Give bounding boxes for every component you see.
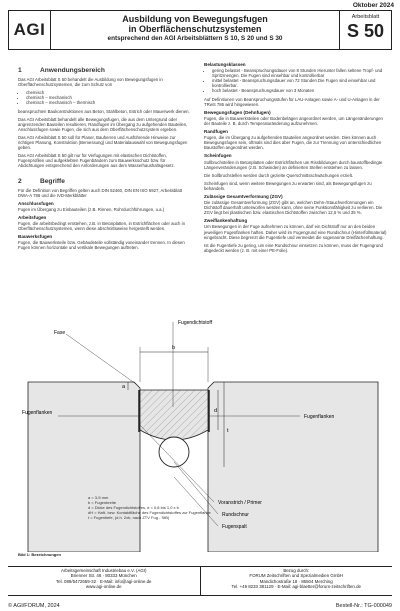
legend-item: d = Dicke des Fugendichtstoffes, d = 0,8 bis 1,0 x b — [88, 505, 179, 510]
term-definition: Um Bewegungen in der Fuge aufnehmen zu können, darf ein Dichtstoff nur an den beiden jeweiligen Fugenflanken haften. Daher wird im Fugengrund eine Rundschnur (Hinterfüllmaterial) eingebracht. Diese begrenzt die Fugentiefe und vermeidet die sogenannte Dreiflächenhaftung. — [204, 224, 387, 240]
term-heading: Bewegungsfugen (Dehnfugen) — [204, 109, 271, 115]
label-flank-right: Fugenflanken — [304, 414, 335, 420]
footer-line: Arbeitsgemeinschaft Industriebau e.V. (AGI) — [61, 568, 147, 573]
footer-line: Brienner Str. 46 · 80333 München — [70, 573, 137, 579]
dim-label-b: b — [172, 345, 176, 351]
paragraph: Das AGI Arbeitsblatt S 50 soll für Planer, Bauherren und Ausführende Hinweise zur richtigen Planung, Konstruktion (Bemessung) und Materialauswahl von Bewegungsfugen geben. — [18, 134, 188, 151]
figure-legend — [88, 495, 211, 520]
order-number: Bestell-Nr.: TG-000049 — [335, 603, 392, 609]
list-item: • mittel belastet - Beanspruchungsdauer von 72 Stunden Die Fugen sind einsehbar und kontrollierbar. — [212, 78, 388, 88]
title-block — [51, 11, 339, 49]
sheet-number: S 50 — [346, 21, 385, 41]
section-number: 2 — [18, 177, 22, 185]
term-heading: Zweiflankenhaftung — [204, 218, 248, 224]
document-header — [8, 10, 392, 50]
term-definition: Die Sollbruchstellen werden durch gezielte Querschnittsschwächungen erzielt. — [204, 172, 354, 178]
legend-item: b = Fugenbreite — [88, 500, 117, 505]
term-heading: Bauwerksfugen — [18, 234, 53, 240]
section-title: Begriffe — [40, 177, 65, 185]
footer-line: Tel. 089/5472659-32 · E-Mail: info@agi-online.de — [56, 578, 152, 584]
footer-line: Tel. +49 8233 381129 · E-Mail: agi-blaetter@forum-zeitschriften.de — [231, 583, 361, 589]
paragraph: Das AGI Arbeitsblatt behandelt alle Bewegungsfugen, die aus dem Untergrund oder angrenzenden Bauteilen resultieren, Randfugen im Übergang zu aufgehenden Bauteilen, Anschlussfugen sowie Fugen, die sich aus dem Oberflächenschutzsystem ergeben. — [18, 116, 188, 132]
title-line-2: in Oberflächenschutzsystemen — [128, 24, 262, 34]
list-item: • chemisch — [26, 90, 192, 95]
term-definition: Fugen, die Bauwerksteile bzw. Gebäudeteile vollständig voneinander trennen. In diesen Fugen können horizontale und vertikale Bewegungen auftreten. — [18, 240, 185, 251]
distributor-block — [201, 567, 393, 595]
term-definition: Die zulässige Gesamtverformung (ZGV) gibt an, welchen Dehn-/Stauchverformungen ein Dichtstoff dauerhaft unterworfen werden kann, ohne seine Funktionsfähigkeit zu verlieren. Die ZGV liegt bei plastischen bzw. elastischen Dichtstoffen zwischen 12,5 % und 35 %. — [204, 200, 383, 216]
label-rod: Rundschnur — [222, 512, 249, 518]
dim-label-t: t — [227, 428, 229, 434]
list-item: • gering belastet - Beanspruchungsdauer von 8 Stunden Hierunter fallen seltene Tropf- und Spritzmengen. Die Fugen sind einsehbar und kontrollierbar — [212, 68, 388, 78]
footer-line: Mandichostraße 18 · 86504 Merching — [259, 578, 333, 584]
bullet-list — [18, 90, 192, 105]
paragraph: Das AGI Arbeitsblatt S 50 gilt nur für Verfugungen mit elastischen Dichtstoffen, Fugenprofilen und aufgeklebten Fugenbändern zum Bauwerksschutz bzw. für Abdichtungen entsprechend den Anforderungen aus dem Wasserhaushaltsgesetz. — [18, 153, 175, 169]
legend-item: dH = Haft- bzw. Kontaktfläche des Fugendichtstoffes zur Fugenflanke — [88, 510, 211, 515]
leader-fase — [66, 334, 136, 384]
footer — [8, 566, 392, 596]
agi-logo: AGI — [9, 11, 51, 49]
term-heading: Anschlussfugen — [18, 200, 54, 206]
subtitle: entsprechend den AGI Arbeitsblättern S 10, S 20 und S 30 — [107, 35, 283, 42]
dim-label-a: a — [122, 384, 126, 390]
term-definition: Sollbruchstellen in Betonplatten oder Estrichflächen um Rissbildungen durch baustoffbedingte Längenveränderungen (z.B. Schwinden) an definierten Stellen entstehen zu lassen. — [204, 159, 383, 170]
term-heading: Zulässige Gesamtverformung (ZGV) — [204, 193, 283, 199]
term-heading: Arbeitsfugen — [18, 214, 47, 220]
backer-rod — [159, 437, 189, 467]
sealant — [140, 390, 208, 440]
footer-line: www.agi-online.de — [85, 583, 122, 589]
list-item: • hoch belastet - Beanspruchungsdauer von 3 Monaten — [212, 88, 388, 93]
label-fase: Fase — [54, 330, 66, 336]
sheet-label: Arbeitsblatt — [351, 14, 380, 20]
list-item: • chemisch – mechanisch — [26, 95, 192, 100]
label-primer: Voranstrich / Primer — [218, 500, 262, 506]
term-heading: Belastungsklassen — [204, 62, 246, 67]
copyright: © AGI/FORUM, 2024 — [8, 603, 60, 609]
label-sealant: Fugendichtstoff — [178, 320, 213, 326]
title-line-1: Ausbildung von Bewegungsfugen — [122, 14, 268, 24]
footer-line: FORUM Zeitschriften und Spezialmedien GmbH — [249, 573, 344, 579]
list-item: • chemisch – mechanisch – thermisch — [26, 100, 192, 105]
paragraph: Für die Definition von Begriffen gelten auch DIN 52460, DIN EN ISO 6927, Arbeitsblatt DWA-A 786 und die IVD-Merkblätter — [18, 187, 183, 198]
section-title: Anwendungsbereich — [40, 67, 105, 74]
label-gap: Fugenspalt — [222, 524, 247, 530]
term-definition: Ist die Fugentiefe zu gering, um eine Rundschnur einsetzen zu können, muss der Fugengrund abgedeckt werden (z. B. mit einer PE-Folie). — [204, 242, 383, 253]
section-1-heading — [18, 68, 192, 73]
sheet-number-box — [339, 11, 391, 49]
term-definition: Scheinfugen sind, wenn weitere Bewegungen zu erwarten sind, als Bewegungsfugen zu behandeln. — [204, 180, 372, 191]
footer-line: Bezug durch: — [283, 568, 310, 573]
figure-caption: Bild 1: Bezeichnungen — [18, 552, 61, 557]
term-heading: Scheinfugen — [204, 153, 232, 159]
legend-item: t = Fugentiefe, (d.h. 2xb, nach ZTV Fug - StB) — [88, 515, 170, 520]
section-2-heading — [18, 179, 192, 184]
paragraph: Auf Definitionen von Beanspruchungsstufen für LAU-Anlagen sowie A- und U-Anlagen in der TRwS 786 wird hingewiesen. — [204, 96, 380, 107]
left-column — [18, 62, 192, 254]
paragraph: Das AGI Arbeitsblatt S 50 behandelt die Ausbildung von Bewegungsfugen in Oberflächenschutzsystemen, die zum Schutz von — [18, 77, 163, 88]
publisher-block — [8, 567, 201, 595]
bullet-list — [204, 68, 388, 93]
term-definition: Fugen, die arbeitsbedingt entstehen, z.B. in Betonplatten, in Estrichflächen oder auch in Oberflächenschutzsystemen, wenn diese abschnittsweise hergestellt werden. — [18, 221, 185, 232]
legend-item: a = 3-5 mm — [88, 495, 109, 500]
label-flank-left: Fugenflanken — [22, 410, 53, 416]
term-definition: Fugen, die in Bauwerksteilen oder Bodenbelägen angeordnet werden, um Längenänderungen der Bauteile z. B. durch Temperaturänderung aufzunehmen. — [204, 115, 383, 126]
section-number: 1 — [18, 67, 22, 74]
right-column — [204, 62, 388, 256]
left-slab — [28, 382, 140, 552]
publication-date: Oktober 2024 — [352, 2, 394, 9]
paragraph: beanspruchten Baukonstruktionen aus Beton, Stahlbeton, Estrich oder Mauerwerk dienen. — [18, 108, 190, 114]
dim-label-d: d — [214, 408, 218, 414]
term-definition: Fugen im Übergang zu Einbauteilen (z.B. Rinnen, Rohrdurchführungen, u.a.) — [18, 206, 165, 212]
term-heading: Randfugen — [204, 129, 228, 135]
term-definition: Fugen, die im Übergang zu aufgehenden Bauteilen angeordnet werden. Dies können auch Bewegungsfugen sein, oftmals sind dies aber Fugen, die zur Trennung von unterschiedlichen Baustoffen angeordnet werden. — [204, 135, 382, 151]
